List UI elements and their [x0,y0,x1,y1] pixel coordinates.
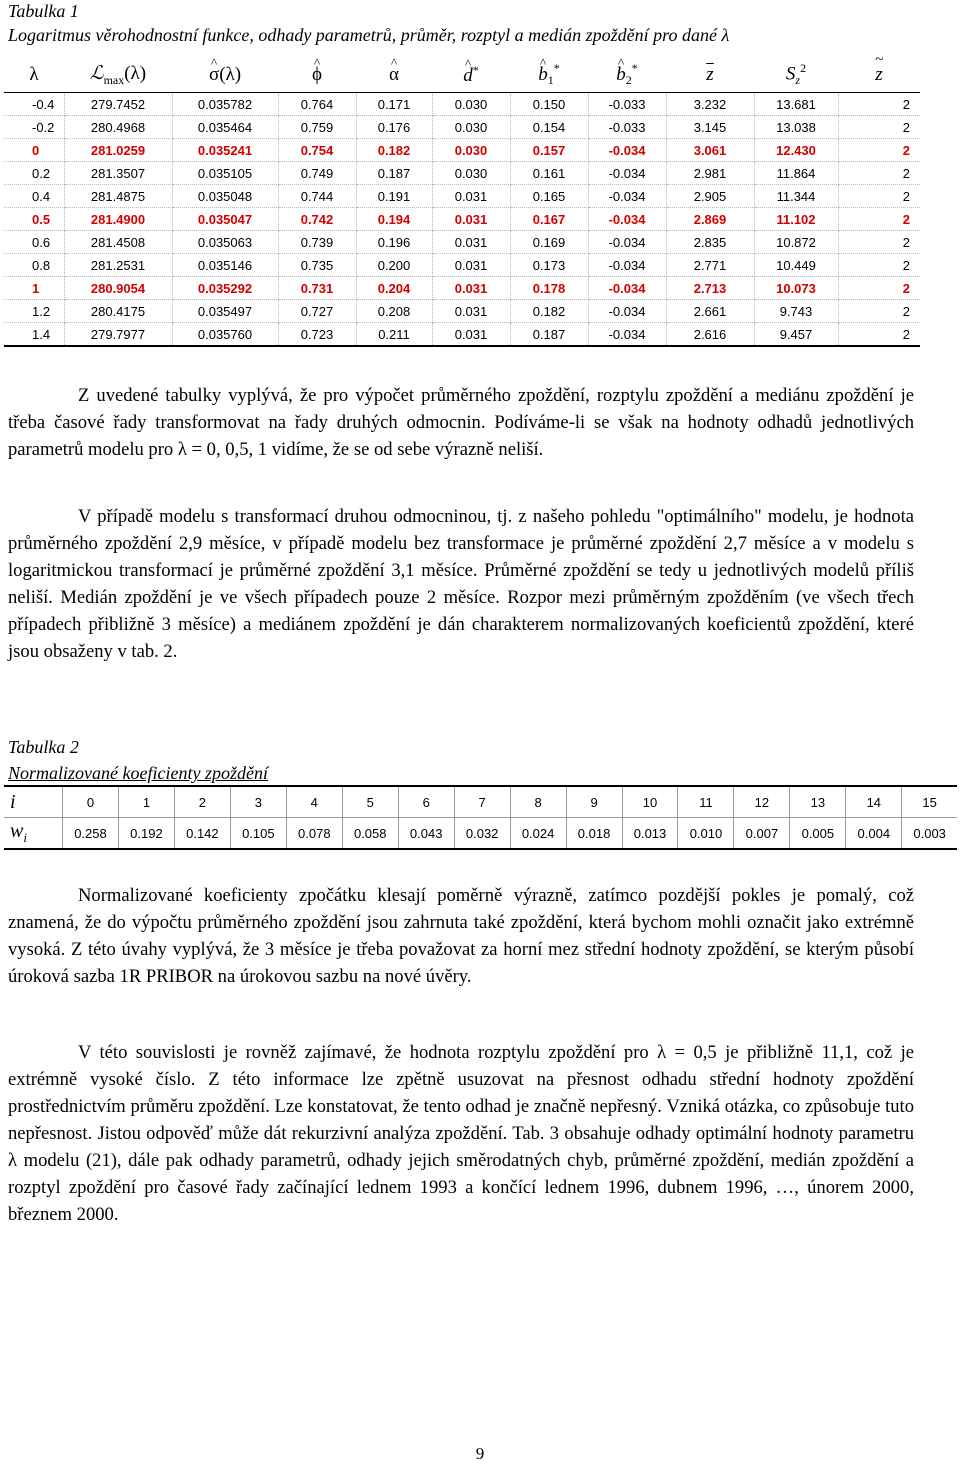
table-cell: 0.161 [510,162,588,185]
table-cell: -0.034 [588,185,666,208]
table2-row-i [4,786,957,818]
table-cell: 0.031 [432,277,510,300]
table-cell: 280.4175 [64,300,172,323]
table-cell: 11.102 [754,208,838,231]
paragraph: Z uvedené tabulky vyplývá, že pro výpočet průměrného zpoždění, rozptylu zpoždění a mediánu zpoždění je třeba časové řady transformovat na řady druhých odmocnin. Podíváme-li se však na hodnoty odhadů jednotlivých parametrů modelu pro λ = 0, 0,5, 1 vidíme, že se od sebe výrazně neliší. [8,385,914,460]
lag-weight-cell: 0.010 [678,818,734,850]
paragraph: V případě modelu s transformací druhou odmocninou, tj. z našeho pohledu "optimálního" modelu, je hodnota průměrného zpoždění 2,9 měsíce, v případě modelu bez transformace je průměrné zpoždění 2,7 měsíce a v modelu s logaritmickou transformací je průměrné zpoždění 3,1 měsíce. Průměrné zpoždění se tedy u jednotlivých modelů příliš neliší. Medián zpoždění je ve všech případech pouze 2 měsíce. Rozpor mezi průměrným zpožděním (ve všech třech případech přibližně 3 měsíce) a mediánem zpoždění je dán charakterem normalizovaných koeficientů zpoždění, které jsou obsaženy v tab. 2. [8,506,914,662]
lag-index-cell: 6 [398,786,454,818]
table-row [4,254,920,277]
table-cell: 0.031 [432,208,510,231]
table-cell: 0.200 [356,254,432,277]
table-cell: 0.035464 [172,116,278,139]
lag-index-cell: 8 [510,786,566,818]
table-cell: -0.034 [588,208,666,231]
table-cell: 2 [838,300,920,323]
table-cell: 13.681 [754,93,838,116]
table-row [4,185,920,208]
lag-weight-cell: 0.032 [454,818,510,850]
lag-weight-cell: 0.043 [398,818,454,850]
lag-index-cell: 14 [846,786,902,818]
table-cell: 0.754 [278,139,356,162]
table-cell: 0.030 [432,93,510,116]
lag-index-cell: 1 [118,786,174,818]
header-phi: ^ ϕ [278,58,356,93]
table-cell: 0.031 [432,185,510,208]
row-i-label: i [4,786,63,818]
table-cell: 0.196 [356,231,432,254]
table-cell: 0.031 [432,231,510,254]
table-cell: 280.9054 [64,277,172,300]
table-cell: 0.739 [278,231,356,254]
table-cell: 281.3507 [64,162,172,185]
lag-index-cell: 11 [678,786,734,818]
table-cell: 2.869 [666,208,754,231]
table-cell: 281.4900 [64,208,172,231]
lag-weight-cell: 0.258 [63,818,119,850]
table-cell: 281.2531 [64,254,172,277]
table-cell: -0.034 [588,162,666,185]
lag-weight-cell: 0.142 [174,818,230,850]
table-cell: 0.208 [356,300,432,323]
lag-weight-cell: 0.013 [622,818,678,850]
table1-label: Tabulka 1 [8,1,79,21]
table-cell: 0.035105 [172,162,278,185]
page-number: 9 [475,1444,485,1463]
header-b2: ^ $b_2^*$ [588,58,666,93]
table-cell: 0.742 [278,208,356,231]
table-cell: 2.905 [666,185,754,208]
lag-weight-cell: 0.192 [118,818,174,850]
table-cell: 0.035063 [172,231,278,254]
table-cell: 2.835 [666,231,754,254]
table-cell: 11.864 [754,162,838,185]
table-cell: 0.723 [278,323,356,347]
table-cell: 2 [838,162,920,185]
header-variance-lag: $S_z^2$ [785,61,807,88]
table-row [4,93,920,116]
header-mean-lag: $\overline{z}$ [706,64,714,85]
lag-index-cell: 9 [566,786,622,818]
lag-index-cell: 3 [230,786,286,818]
table-cell: 1 [4,277,64,300]
lag-index-cell: 10 [622,786,678,818]
table-cell: 0.173 [510,254,588,277]
table-cell: -0.034 [588,139,666,162]
paragraph: Normalizované koeficienty zpočátku klesají poměrně výrazně, zatímco pozdější pokles je pomalý, což znamená, že do výpočtu průměrného zpoždění jsou zahrnuta také zpoždění, která bychom mohli označit jako extrémně vysoká. Z této úvahy vyplývá, že 3 měsíce je třeba považovat za horní mez střední hodnoty zpoždění, se kterým působí úroková sazba 1R PRIBOR na úrokovou sazbu na nové úvěry. [8,885,914,987]
table-cell: 0.150 [510,93,588,116]
table1-header-row [4,58,920,93]
table-cell: 0.5 [4,208,64,231]
lag-weight-cell: 0.007 [734,818,790,850]
table-row [4,323,920,347]
table-cell: 2 [838,208,920,231]
table-cell: 0.030 [432,162,510,185]
table-cell: 2 [838,185,920,208]
table-cell: -0.033 [588,116,666,139]
lag-weight-cell: 0.105 [230,818,286,850]
table-cell: 2 [838,277,920,300]
table-row [4,208,920,231]
table-cell: 0.031 [432,254,510,277]
table-cell: 0.169 [510,231,588,254]
table-cell: 0.035292 [172,277,278,300]
header-lambda: λ [29,64,39,85]
table-cell: 0.035047 [172,208,278,231]
table-row [4,139,920,162]
table-cell: 280.4968 [64,116,172,139]
lag-weight-cell: 0.005 [790,818,846,850]
table1 [4,58,920,347]
table-cell: 0.204 [356,277,432,300]
table-cell: 0.035241 [172,139,278,162]
paragraph: V této souvislosti je rovněž zajímavé, že hodnota rozptylu zpoždění pro λ = 0,5 je přibližně 11,1, což je extrémně vysoké číslo. Z této informace lze zpětně usuzovat na přesnost odhadu střední hodnoty zpoždění prostřednictvím průměru zpoždění. Lze konstatovat, že tento odhad je značně nepřesný. Vzniká otázka, co způsobuje tuto nepřesnost. Jistou odpověď může dát rekurzivní analýza zpoždění. Tab. 3 obsahuje odhady optimální hodnoty parametru λ modelu (21), dále pak odhady parametrů, odhady jejich směrodatných chyb, průměrné zpoždění, medián zpoždění a rozptyl zpoždění pro časové řady začínající lednem 1993 a končící lednem 1996, dubnem 1996, …, únorem 2000, březnem 2000. [8,1042,914,1225]
table-cell: -0.034 [588,277,666,300]
header-d: ^ d* [432,58,510,93]
table-cell: 0.165 [510,185,588,208]
lag-index-cell: 13 [790,786,846,818]
table-cell: 0.182 [356,139,432,162]
table-cell: 2 [902,326,910,342]
table-cell: 0.167 [510,208,588,231]
table-cell: 281.4508 [64,231,172,254]
table-cell: 279.7452 [64,93,172,116]
table-cell: 10.073 [754,277,838,300]
table-cell: 0.171 [356,93,432,116]
table-cell: 0.154 [510,116,588,139]
table-cell: 3.145 [666,116,754,139]
table-cell: 0.211 [356,323,432,347]
table-cell: 2.981 [666,162,754,185]
table-cell: 0.731 [278,277,356,300]
table-cell: 0.031 [432,300,510,323]
lag-index-cell: 0 [63,786,119,818]
table-cell: -0.034 [588,254,666,277]
table-cell: 3.061 [666,139,754,162]
lag-index-cell: 5 [342,786,398,818]
table-cell: 0.157 [510,139,588,162]
table-row [4,162,920,185]
lag-weight-cell: 0.003 [902,818,957,850]
table-cell: 0.035146 [172,254,278,277]
table-cell: 0.194 [356,208,432,231]
table-cell: 0.727 [278,300,356,323]
lag-index-cell: 2 [174,786,230,818]
table-cell: 11.344 [754,185,838,208]
table-cell: 0.035497 [172,300,278,323]
table-cell: 2.771 [666,254,754,277]
table1-body [4,93,920,347]
table2 [4,785,957,850]
table-cell: 2.616 [666,323,754,347]
table-cell: -0.033 [588,93,666,116]
table-cell: -0.034 [588,300,666,323]
header-alpha: ^ α [356,58,432,93]
table-cell: 0.031 [432,323,510,347]
table-cell: 0.6 [4,231,64,254]
table2-label: Tabulka 2 [8,737,79,757]
table-cell: 0.035048 [172,185,278,208]
table1-title: Logaritmus věrohodnostní funkce, odhady parametrů, průměr, rozptyl a medián zpoždění pro dané λ [8,25,730,45]
table-row [4,231,920,254]
table-cell: 0.178 [510,277,588,300]
table2-row-w [4,818,957,850]
header-sigma: ^ σ(λ) [172,58,278,93]
table-cell: 281.4875 [64,185,172,208]
table-cell: 0.035760 [172,323,278,347]
header-median-lag: ~ z [838,58,920,93]
table-cell: 0.191 [356,185,432,208]
table-cell: 2.661 [666,300,754,323]
table-cell: 0.187 [510,323,588,347]
table-cell: 0.749 [278,162,356,185]
table-cell: 0.176 [356,116,432,139]
table-cell: 0.4 [4,185,64,208]
table-cell: 2 [838,254,920,277]
table-cell: -0.2 [4,116,64,139]
table-cell: 0 [4,139,64,162]
lag-weight-cell: 0.058 [342,818,398,850]
table-row [4,277,920,300]
lag-weight-cell: 0.004 [846,818,902,850]
table-cell: 3.232 [666,93,754,116]
table-row [4,300,920,323]
table-cell: 0.030 [432,139,510,162]
lag-index-cell: 4 [286,786,342,818]
table-cell: 9.743 [754,300,838,323]
table-cell: 0.759 [278,116,356,139]
lag-weight-cell: 0.024 [510,818,566,850]
table-cell: 13.038 [754,116,838,139]
lag-index-cell: 7 [454,786,510,818]
table-row [4,116,920,139]
table-cell: 9.457 [754,323,838,347]
table-cell: 0.2 [4,162,64,185]
table2-title: Normalizované koeficienty zpoždění [8,763,268,783]
lag-index-cell: 12 [734,786,790,818]
table-cell: 0.030 [432,116,510,139]
table-cell: 1.4 [4,323,64,347]
table-cell: 0.744 [278,185,356,208]
table-cell: 10.872 [754,231,838,254]
table-cell: 1.2 [4,300,64,323]
table-cell: 2 [838,139,920,162]
table-cell: 0.8 [4,254,64,277]
table-cell: 2.713 [666,277,754,300]
header-log-likelihood: ℒ$_{max}$(λ) [89,62,147,87]
lag-index-cell: 15 [902,786,957,818]
table-cell: 2 [838,116,920,139]
table-cell: 0.182 [510,300,588,323]
table-cell: 0.187 [356,162,432,185]
row-w-label: $w_i$ [4,818,63,850]
table-cell: 0.035782 [172,93,278,116]
table-cell: 2 [838,231,920,254]
table-cell: 0.735 [278,254,356,277]
table-cell: 281.0259 [64,139,172,162]
table-cell: -0.4 [4,93,64,116]
table-cell: 2 [838,93,920,116]
table-cell: 10.449 [754,254,838,277]
table-cell: 12.430 [754,139,838,162]
table-cell: 0.764 [278,93,356,116]
lag-weight-cell: 0.018 [566,818,622,850]
lag-weight-cell: 0.078 [286,818,342,850]
table-cell: -0.034 [588,323,666,347]
table-cell: 279.7977 [64,323,172,347]
table-cell: -0.034 [588,231,666,254]
header-b1: ^ $b_1^*$ [510,58,588,93]
